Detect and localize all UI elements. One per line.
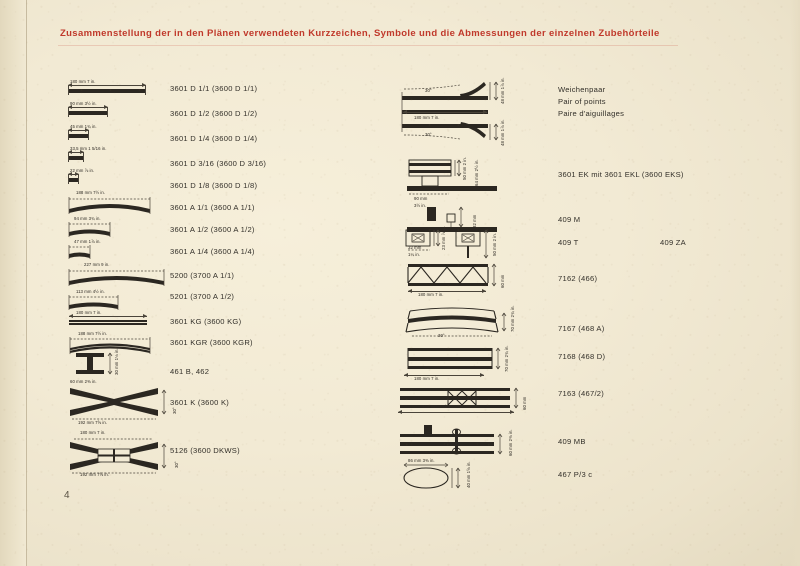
part-label: 5126 (3600 DKWS) (170, 446, 240, 455)
dimension-arrow (68, 152, 84, 153)
part-label: 3601 D 1/2 (3600 D 1/2) (170, 109, 258, 118)
part-label: 5200 (3700 A 1/1) (170, 271, 235, 280)
part-label: Pair of points (558, 97, 606, 106)
part-label: 409 T (558, 238, 579, 247)
part-label: 7163 (467/2) (558, 389, 605, 398)
track-straight-90 (68, 111, 108, 115)
end-tick (68, 153, 69, 162)
part-label: 409 M (558, 215, 581, 224)
part-label: 3601 D 1/4 (3600 D 1/4) (170, 134, 258, 143)
end-tick (88, 131, 89, 140)
curve-94-group (66, 221, 126, 239)
dimension-label-vertical: 30 mm 1⅛ in. (114, 348, 119, 375)
part-label: 7168 (468 D) (558, 352, 606, 361)
dimension-label: 22 mm ⅞ in. (70, 168, 95, 173)
end-tick (78, 175, 79, 184)
dimension-label-vertical: 48 mm 1⅞ in. (500, 77, 505, 104)
part-label: 3601 D 1/1 (3600 D 1/1) (170, 84, 258, 93)
part-label: 3601 D 3/16 (3600 D 3/16) (170, 159, 267, 168)
part-label: Paire d'aiguillages (558, 109, 625, 118)
part-label: 467 P/3 c (558, 470, 593, 479)
dimension-label: 180 mm 7 in. (414, 376, 440, 381)
part-label: 7167 (468 A) (558, 324, 605, 333)
long-bridge-7163-group (398, 386, 528, 412)
part-label: Weichenpaar (558, 85, 606, 94)
part-label: 3601 A 1/2 (3600 A 1/2) (170, 225, 255, 234)
dimension-label: 45 mm 1¾ in. (70, 124, 97, 129)
end-tick (107, 108, 108, 117)
i-beam-461-group (72, 352, 132, 378)
dimension-arrow (398, 412, 514, 413)
dimension-arrow (68, 130, 89, 131)
dimension-label: 192 mm 7⅝ in. (78, 420, 108, 425)
dimension-label: 188 mm 7½ in. (76, 190, 106, 195)
end-tick (68, 86, 69, 95)
dimension-label-vertical: 60 mm (500, 274, 505, 288)
part-label: 3601 D 1/8 (3600 D 1/8) (170, 181, 258, 190)
end-tick (145, 86, 146, 95)
dimension-arrow (68, 85, 146, 86)
part-label: 3601 A 1/1 (3600 A 1/1) (170, 203, 255, 212)
double-slip-dkws-group (68, 437, 180, 475)
dimension-label-vertical: 60 mm (522, 396, 527, 410)
dimension-label: 33,5 mm 1 5/16 in. (70, 146, 107, 151)
track-centerline (69, 322, 147, 323)
page-title: Zusammenstellung der in den Plänen verwendeten Kurzzeichen, Symbole und die Abmessungen der einzelnen Zubehörteile (60, 28, 660, 39)
dimension-label-vertical: 50 mm 2 in. (492, 233, 497, 256)
part-label: 3601 A 1/4 (3600 A 1/4) (170, 247, 255, 256)
end-tick (68, 175, 69, 184)
dimension-label: 192 mm 7⅝ in. (80, 472, 110, 477)
dimension-label-vertical: 70 mm 2¾ in. (510, 305, 515, 332)
title-underline (58, 45, 678, 46)
part-label: 461 B, 462 (170, 367, 210, 376)
dimension-label: 1¼ in. (408, 252, 421, 257)
dimension-label: 180 mm 7 in. (80, 430, 106, 435)
deck-bridge-7168-group (406, 346, 516, 374)
dimension-label: 113 mm 4½ in. (76, 289, 105, 294)
dimension-label: 360 mm 14 in. (422, 404, 450, 409)
page-number: 4 (64, 490, 70, 501)
end-tick (83, 153, 84, 162)
dimension-label: 32 mm (408, 245, 422, 250)
page-gutter-shadow (0, 0, 27, 566)
turntable-467-group (400, 463, 510, 491)
part-label: 3601 EK mit 3601 EKL (3600 EKS) (558, 170, 684, 179)
crossing-k-group (68, 386, 178, 422)
dimension-label-vertical: 64 mm 2½ in. (474, 159, 479, 186)
track-straight-33 (68, 156, 84, 160)
dimension-label: 47 mm 1⅞ in. (74, 239, 101, 244)
dimension-label: 180 mm 7 in. (418, 292, 444, 297)
dimension-label: 227 mm 9 in. (84, 262, 110, 267)
dimension-label: 188 mm 7½ in. (78, 331, 108, 336)
dimension-label-vertical: 32 mm (472, 214, 477, 228)
dimension-label: 3½ in. (414, 203, 427, 208)
dimension-arrow (68, 107, 108, 108)
end-tick (68, 108, 69, 117)
part-label: 3601 KGR (3600 KGR) (170, 338, 253, 347)
dimension-label: 30° (425, 88, 432, 93)
dimension-label-vertical: 23 mm ⅞ in. (441, 225, 446, 250)
dimension-label: 180 mm 7 in. (414, 115, 440, 120)
part-label: 3601 K (3600 K) (170, 398, 230, 407)
part-label: 3601 KG (3600 KG) (170, 317, 242, 326)
ek-crossing-group (405, 158, 515, 196)
curve-47-group (66, 244, 106, 260)
dimension-arrow (69, 316, 147, 317)
symbol-409mb-group (398, 423, 518, 457)
curve-227-group (66, 267, 172, 289)
dimension-label: 90 mm 3½ in. (70, 101, 97, 106)
dimension-label: 60 mm 2⅜ in. (70, 379, 97, 384)
part-label: 5201 (3700 A 1/2) (170, 292, 235, 301)
dimension-label-vertical: 48 mm 1⅞ in. (500, 119, 505, 146)
part-label: 7162 (466) (558, 274, 598, 283)
curve-188-group (66, 195, 156, 217)
dimension-label: 94 mm 3¾ in. (74, 216, 101, 221)
dimension-label-vertical: 30° (174, 461, 179, 468)
dimension-label-vertical: 50 mm 2 in. (462, 157, 467, 180)
part-label: 409 ZA (660, 238, 686, 247)
dimension-label: 180 mm 7 in. (70, 79, 96, 84)
dimension-label: 86 mm 3⅜ in. (408, 458, 435, 463)
dimension-label-vertical: 40 mm 1⅝ in. (466, 461, 471, 488)
part-label: 409 MB (558, 437, 586, 446)
track-straight-180 (68, 89, 146, 93)
track-straight-45 (68, 134, 89, 138)
dimension-label: 180 mm 7 in. (76, 310, 102, 315)
end-tick (68, 131, 69, 140)
dimension-arrow (403, 112, 487, 113)
dimension-label: 30° (438, 333, 445, 338)
dimension-label-vertical: 60 mm 2⅜ in. (508, 429, 513, 456)
dimension-label: 90 mm (414, 196, 428, 201)
dimension-label-vertical: 70 mm 2¾ in. (504, 345, 509, 372)
curved-bridge-7167-group (404, 305, 524, 341)
page-right-edge (790, 0, 800, 566)
dimension-label: 30° (425, 132, 432, 137)
dimension-label-vertical: 30° (172, 407, 177, 414)
